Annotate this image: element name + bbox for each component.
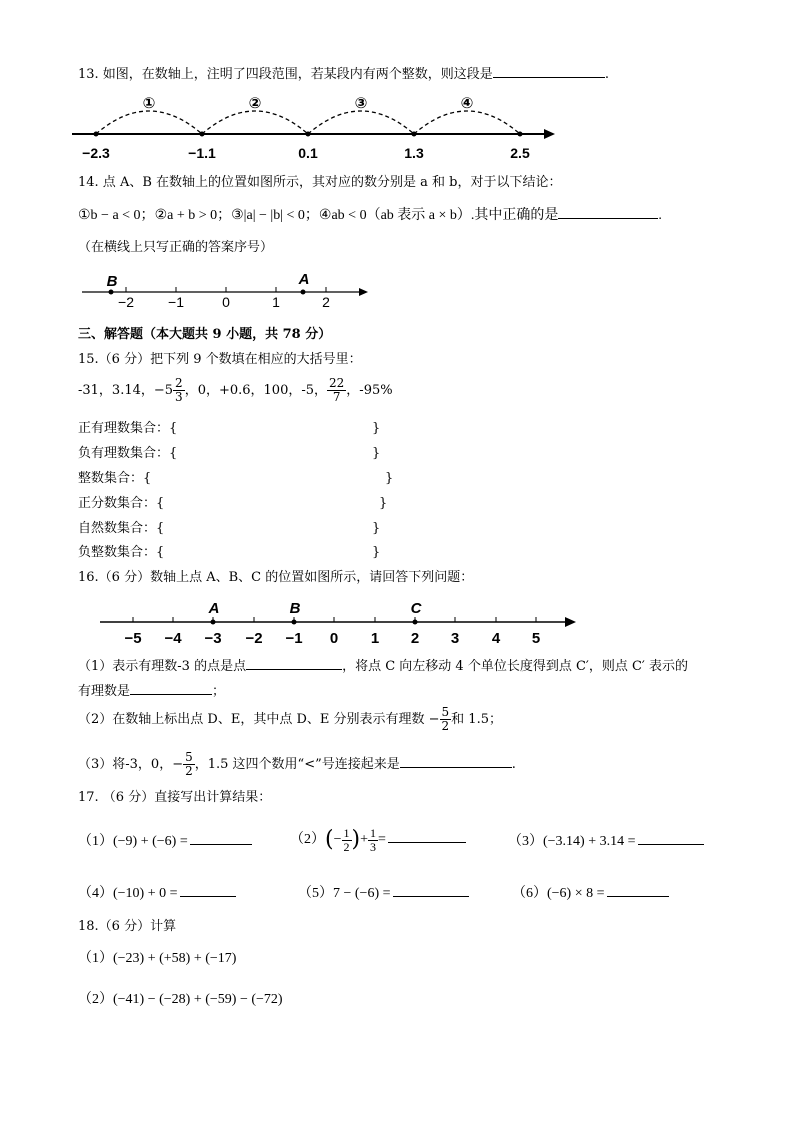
q16-part2-a: （2）在数轴上标出点 D、E，其中点 D、E 分别表示有理数 − (78, 712, 440, 727)
q16-part1-blank-2[interactable] (130, 682, 212, 695)
fraction-denominator: 2 (185, 764, 193, 778)
set-label: 整数集合：{ (78, 471, 152, 486)
q17-item-6-blank[interactable] (607, 884, 669, 897)
q14-answer-blank[interactable] (558, 206, 658, 219)
q17-item-1-blank[interactable] (190, 832, 252, 845)
q16-tick-label: 3 (450, 630, 460, 647)
q15-set-positive-rational[interactable] (78, 421, 381, 437)
q14-conclusion-4: ④ab < 0（ab 表示 a × b）.其中正确的是 (318, 208, 559, 223)
q16-tick-label: 5 (531, 630, 541, 647)
q17-item-5 (298, 884, 469, 902)
q16-part1-a: （1）表示有理数-3 的点是点 (78, 659, 247, 674)
q15-numbers-a: -31，3.14，−5 (78, 383, 174, 398)
q16-arrow (565, 617, 576, 627)
q15-mixed-fraction (173, 377, 185, 404)
fraction-numerator: 1 (370, 825, 376, 840)
q13-tick-label: 0.1 (298, 145, 318, 161)
q14-note: （在横线上只写正确的答案序号） (78, 240, 274, 255)
q16-part2 (78, 705, 502, 735)
set-label: 负有理数集合：{ (78, 446, 178, 461)
fraction-numerator: 5 (441, 705, 450, 719)
paren-left: ( (325, 827, 334, 852)
q15-numbers-b: ，0，+0.6，100，-5， (184, 383, 328, 398)
set-label: 自然数集合：{ (78, 521, 165, 536)
fraction-denominator: 3 (175, 390, 183, 404)
q17-item-2-fraction-2 (368, 827, 378, 854)
q14-tick-label: −2 (118, 294, 134, 310)
q16-tick-label: 2 (410, 630, 420, 647)
paren-right: ) (351, 827, 361, 852)
q13-arc-4 (414, 111, 520, 134)
q13-number-line (0, 85, 794, 255)
q16-point-b-dot (292, 620, 297, 625)
q18-item-2: （2）(−41) − (−28) + (−59) − (−72) (78, 992, 283, 1007)
q14-conclusion-2: ②a + b > 0； (154, 208, 232, 223)
q17-item-2-blank[interactable] (388, 830, 466, 843)
q13-dot-2 (200, 132, 205, 137)
q16-tick-label: −1 (285, 630, 303, 647)
q17-item-1 (78, 832, 252, 850)
q17-item-2-label: （2） (290, 832, 325, 848)
q17-item-3-blank[interactable] (638, 832, 704, 845)
q13-tick-label: 1.3 (404, 145, 424, 161)
q13-seg-label: ① (142, 95, 156, 112)
fraction-numerator: 22 (329, 376, 345, 390)
q16-tick-label: 0 (329, 630, 339, 647)
q17-item-6-expr: （6）(−6) × 8 = (512, 886, 605, 901)
fraction-denominator: 3 (370, 839, 376, 854)
q16-tick-label: 4 (491, 630, 501, 647)
set-close: } (372, 521, 381, 536)
q14-point-b-label: B (106, 273, 118, 290)
q14-conclusion-1: ①b − a < 0； (78, 208, 155, 223)
q16-part3-b: ，1.5 这四个数用“<”号连接起来是 (194, 757, 400, 772)
q16-part3-end: . (511, 757, 516, 772)
fraction-numerator: 5 (185, 750, 193, 764)
set-close: } (385, 471, 394, 486)
q16-part1 (78, 657, 688, 675)
q16-point-c-dot (413, 620, 418, 625)
q13-answer-blank[interactable] (493, 65, 605, 78)
q14-point-a-label: A (298, 271, 310, 288)
q16-part2-fraction (440, 706, 452, 733)
q13-tick-label: −2.3 (82, 145, 110, 161)
q14-tick-label: 0 (222, 294, 230, 310)
q14-line1: 14. 点 A、B 在数轴上的位置如图所示，其对应的数分别是 a 和 b，对于以下结论： (78, 175, 562, 190)
set-close: } (372, 545, 381, 560)
minus-sign: − (333, 832, 342, 848)
q16-tick-label: −5 (124, 630, 142, 647)
set-close: } (372, 446, 381, 461)
q16-point-a-dot (211, 620, 216, 625)
q14-tick-label: 2 (322, 294, 330, 310)
q15-set-negative-rational[interactable] (78, 446, 381, 462)
q14-point-b-dot (109, 290, 114, 295)
q17-intro: 17. （6 分）直接写出计算结果： (78, 790, 272, 805)
q16-part2-b: 和 1.5； (451, 712, 502, 727)
q15-intro: 15.（6 分）把下列 9 个数填在相应的大括号里： (78, 352, 362, 367)
q16-tick-label: 1 (370, 630, 380, 647)
q15-numbers (78, 376, 393, 406)
q16-tick-label: −2 (245, 630, 263, 647)
q17-item-5-expr: （5）7 − (−6) = (298, 886, 391, 901)
q17-item-4-blank[interactable] (180, 884, 236, 897)
q13-tick-label: 2.5 (510, 145, 530, 161)
q13-question: 13. 如图，在数轴上，注明了四段范围，若某段内有两个整数，则这段是 (78, 67, 493, 82)
fraction-numerator: 1 (343, 825, 350, 840)
q16-part1-d: ； (212, 684, 226, 699)
q16-part1-blank-1[interactable] (246, 657, 342, 670)
q17-item-1-expr: （1）(−9) + (−6) = (78, 834, 188, 849)
q16-tick-label: −4 (164, 630, 182, 647)
q16-intro: 16.（6 分）数轴上点 A、B、C 的位置如图所示，请回答下列问题： (78, 570, 474, 585)
q13-arc-3 (308, 111, 414, 134)
q16-point-a-label: A (208, 600, 220, 617)
q16-number-line (0, 596, 794, 651)
q16-tick-label: −3 (204, 630, 222, 647)
q15-numbers-c: ，-95% (346, 383, 393, 398)
q16-part1-cont (78, 682, 225, 700)
q13-text (78, 65, 609, 83)
set-label: 负整数集合：{ (78, 545, 165, 560)
q16-point-c-label: C (410, 600, 422, 617)
q13-end: . (604, 67, 609, 82)
q16-part3-a: （3）将-3，0，− (78, 757, 184, 772)
q13-dot-4 (412, 132, 417, 137)
q13-dot-5 (518, 132, 523, 137)
q14-tick-label: 1 (272, 294, 280, 310)
q13-arc-2 (202, 111, 308, 134)
q16-part1-b: ，将点 C 向左移动 4 个单位长度得到点 C′，则点 C′ 表示的 (342, 659, 689, 674)
set-label: 正有理数集合：{ (78, 421, 178, 436)
q13-seg-label: ④ (460, 95, 474, 112)
q13-tick-label: −1.1 (188, 145, 216, 161)
q18-item-1: （1）(−23) + (+58) + (−17) (78, 951, 237, 966)
q15-set-negative-integer[interactable] (78, 545, 381, 561)
q17-item-2 (290, 822, 466, 858)
q16-part1-c: 有理数是 (78, 684, 131, 699)
q16-point-b-label: B (289, 600, 301, 617)
q17-item-4 (78, 884, 236, 902)
q17-item-4-expr: （4）(−10) + 0 = (78, 886, 178, 901)
q15-fraction (327, 377, 346, 404)
q18-intro: 18.（6 分）计算 (78, 919, 177, 934)
q16-part3-fraction (183, 751, 195, 778)
section-title: 三、解答题（本大题共 9 小题，共 78 分） (78, 327, 332, 342)
fraction-denominator: 7 (332, 390, 341, 404)
q14-line2 (78, 206, 662, 224)
q13-dot-1 (94, 132, 99, 137)
set-label: 正分数集合：{ (78, 496, 165, 511)
fraction-numerator: 2 (175, 376, 183, 390)
q13-seg-label: ③ (354, 95, 368, 112)
equals-sign: = (378, 832, 386, 848)
q17-item-3 (508, 832, 704, 850)
q17-item-2-fraction-1 (342, 827, 352, 854)
q14-point-a-dot (301, 290, 306, 295)
fraction-denominator: 2 (441, 719, 450, 733)
q14-end: . (658, 208, 662, 223)
q13-arc-1 (96, 111, 202, 134)
q13-dot-3 (306, 132, 311, 137)
q15-set-natural[interactable] (78, 521, 381, 537)
q13-seg-label: ② (248, 95, 262, 112)
q15-set-integer[interactable] (78, 471, 394, 487)
q16-part3 (78, 750, 516, 780)
q15-set-positive-fraction[interactable] (78, 496, 388, 512)
plus-sign: + (360, 832, 368, 848)
q14-tick-label: −1 (168, 294, 184, 310)
fraction-denominator: 2 (343, 839, 350, 854)
q17-item-3-expr: （3）(−3.14) + 3.14 = (508, 834, 636, 849)
q17-item-6 (512, 884, 669, 902)
q14-conclusion-3: ③|a| − |b| < 0； (231, 208, 319, 223)
q17-item-5-blank[interactable] (393, 884, 469, 897)
q14-arrow (359, 288, 368, 296)
q16-part3-blank[interactable] (400, 755, 512, 768)
set-close: } (379, 496, 388, 511)
q13-arrow (544, 129, 555, 139)
set-close: } (372, 421, 381, 436)
q14-number-line (0, 265, 794, 315)
